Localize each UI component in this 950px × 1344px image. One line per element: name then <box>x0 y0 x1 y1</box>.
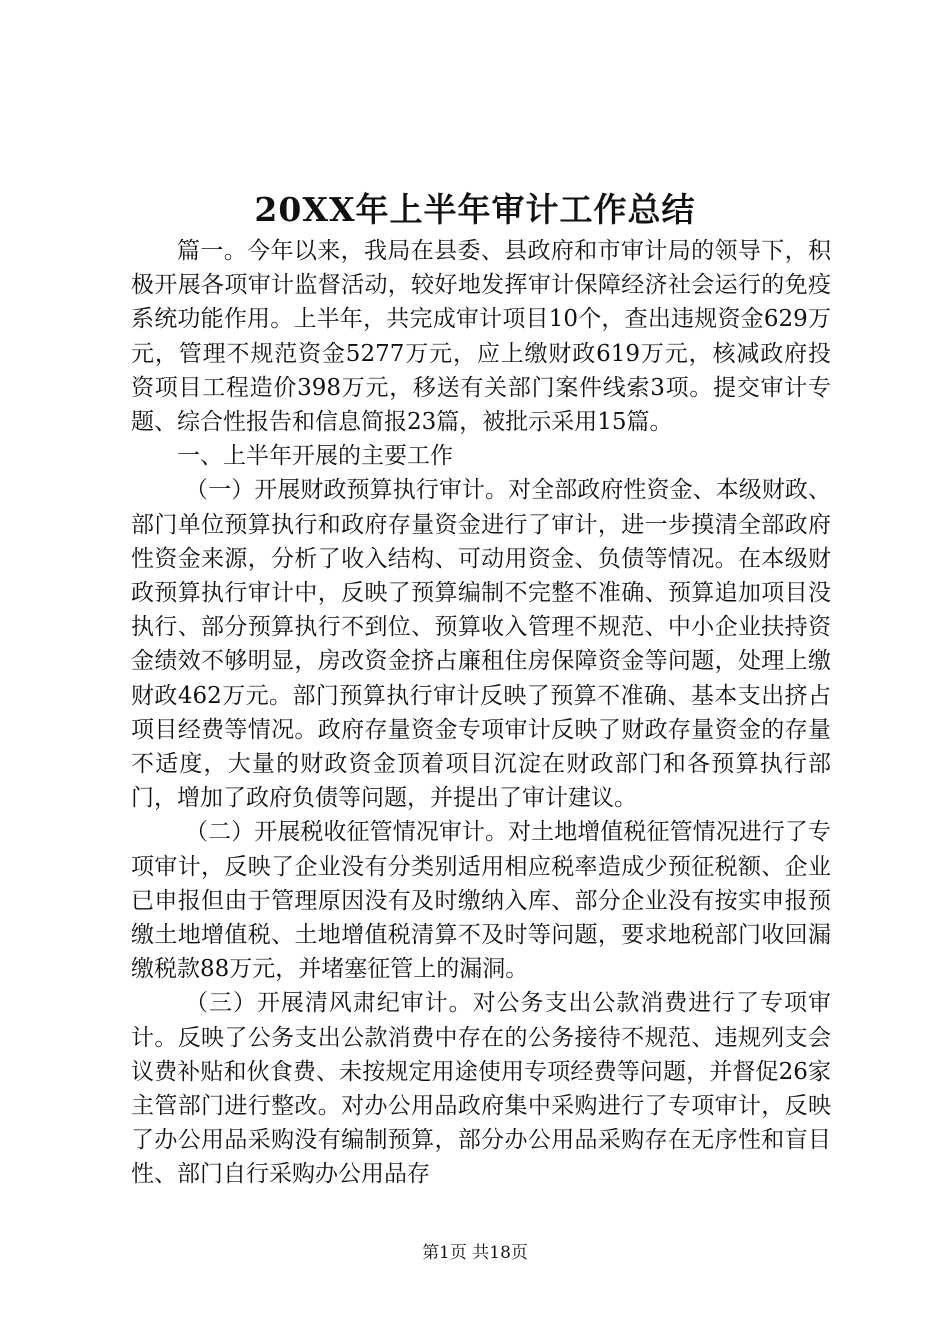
document-title: 20XX年上半年审计工作总结 <box>254 190 696 229</box>
paragraph-discipline-audit: （三）开展清风肃纪审计。对公务支出公款消费进行了专项审计。反映了公务支出公款消费中存在的公务接待不规范、违规列支会议费补贴和伙食费、未按规定用途使用专项经费等问题，并督促26家主管部门进行整改。对办公用品政府集中采购进行了专项审计，反映了办公用品采购没有编制预算，部分办公用品采购存在无序性和盲目性、部门自行采购办公用品存 <box>131 990 831 1188</box>
paragraph-fiscal-budget-audit: （一）开展财政预算执行审计。对全部政府性资金、本级财政、部门单位预算执行和政府存量资金进行了审计，进一步摸清全部政府性资金来源，分析了收入结构、可动用资金、负债等情况。在本级财政预算执行审计中，反映了预算编制不完整不准确、预算追加项目没执行、部分预算执行不到位、预算收入管理不规范、中小企业扶持资金绩效不够明显，房改资金挤占廉租住房保障资金等问题，处理上缴财政462万元。部门预算执行审计反映了预算不准确、基本支出挤占项目经费等情况。政府存量资金专项审计反映了财政存量资金的存量不适度，大量的财政资金顶着项目沉淀在财政部门和各预算执行部门，增加了政府负债等问题，并提出了审计建议。 <box>131 477 831 812</box>
section-heading-main-work: 一、上半年开展的主要工作 <box>177 443 453 470</box>
paragraph-tax-audit: （二）开展税收征管情况审计。对土地增值税征管情况进行了专项审计，反映了企业没有分类别适用相应税率造成少预征税额、企业已申报但由于管理原因没有及时缴纳入库、部分企业没有按实申报预缴土地增值税、土地增值税清算不及时等问题，要求地税部门收回漏缴税款88万元，并堵塞征管上的漏洞。 <box>131 819 831 983</box>
page-number-footer: 第1页 共18页 <box>422 1243 528 1263</box>
document-body <box>131 234 831 1192</box>
paragraph-intro: 篇一。今年以来，我局在县委、县政府和市审计局的领导下，积极开展各项审计监督活动，较好地发挥审计保障经济社会运行的免疫系统功能作用。上半年，共完成审计项目10个，查出违规资金629万元，管理不规范资金5277万元，应上缴财政619万元，核减政府投资项目工程造价398万元，移送有关部门案件线索3项。提交审计专题、综合性报告和信息简报23篇，被批示采用15篇。 <box>131 238 831 436</box>
